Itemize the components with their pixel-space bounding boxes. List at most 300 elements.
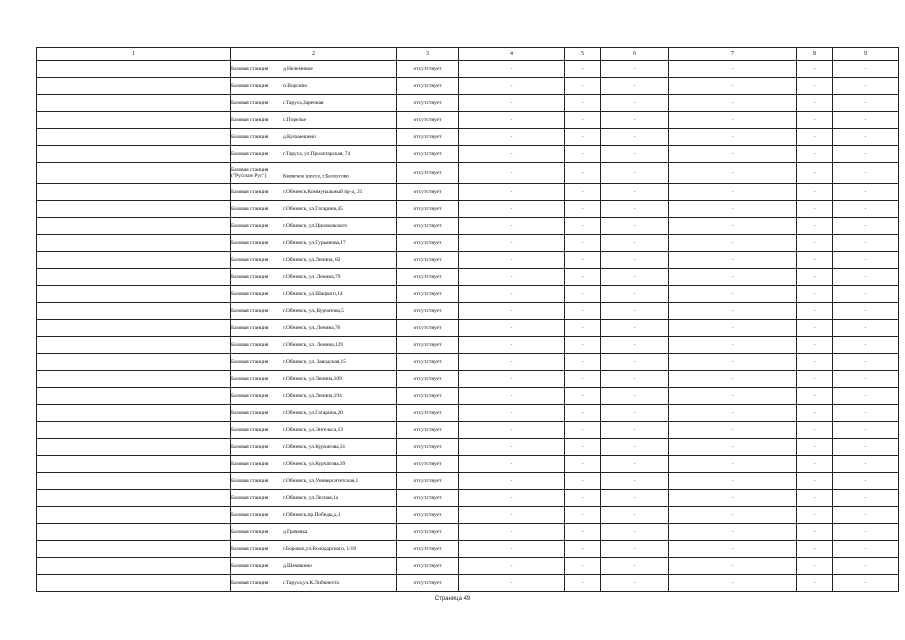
dash-cell-col-5: -: [565, 575, 601, 592]
object-cell: [231, 337, 397, 354]
object-type: Базовая станция: [231, 100, 269, 106]
object-address: Киевское шоссе, г.Белоусово: [283, 173, 349, 179]
object-type: Базовая станция: [231, 512, 269, 518]
dash-cell-col-6: -: [601, 388, 669, 405]
dash-cell-col-5: -: [565, 184, 601, 201]
dash-cell-col-4: -: [459, 371, 565, 388]
status-cell: отсутствует: [397, 507, 459, 524]
dash-cell-col-8: -: [797, 269, 833, 286]
dash-cell-col-4: -: [459, 112, 565, 129]
dash-cell-col-8: -: [797, 473, 833, 490]
dash-cell-col-6: -: [601, 541, 669, 558]
object-cell: [231, 388, 397, 405]
dash-cell-col-5: -: [565, 303, 601, 320]
object-type: Базовая станция: [231, 274, 269, 280]
dash-cell-col-8: -: [797, 507, 833, 524]
dash-cell-col-4: -: [459, 456, 565, 473]
object-type: Базовая станция: [231, 257, 269, 263]
table-row: [37, 541, 899, 558]
status-cell: отсутствует: [397, 201, 459, 218]
dash-cell-col-8: -: [797, 320, 833, 337]
table-row: [37, 303, 899, 320]
object-cell: [231, 129, 397, 146]
dash-cell-col-9: -: [833, 303, 899, 320]
object-cell: [231, 252, 397, 269]
dash-cell-col-9: -: [833, 558, 899, 575]
dash-cell-col-5: -: [565, 269, 601, 286]
object-address: г.Боровск,ул.Володарского, 1/18: [283, 546, 356, 552]
object-address: д.Грачевка: [283, 529, 308, 535]
object-cell: [231, 61, 397, 78]
table-row: [37, 218, 899, 235]
row-number-cell: [37, 78, 231, 95]
dash-cell-col-5: -: [565, 286, 601, 303]
dash-cell-col-9: -: [833, 201, 899, 218]
object-address: г.Обнинск, ул.Университетская,1: [283, 478, 359, 484]
object-address: г.Обнинск, ул.Лесная,1а: [283, 495, 338, 501]
status-cell: отсутствует: [397, 235, 459, 252]
dash-cell-col-9: -: [833, 456, 899, 473]
dash-cell-col-5: -: [565, 558, 601, 575]
dash-cell-col-6: -: [601, 405, 669, 422]
dash-cell-col-8: -: [797, 163, 833, 184]
object-cell: [231, 320, 397, 337]
object-type: Базовая станция: [231, 376, 269, 382]
dash-cell-col-5: -: [565, 405, 601, 422]
status-cell: отсутствует: [397, 78, 459, 95]
row-number-cell: [37, 320, 231, 337]
object-type: Базовая станция: [231, 529, 269, 535]
object-cell: [231, 473, 397, 490]
object-cell: [231, 371, 397, 388]
dash-cell-col-9: -: [833, 405, 899, 422]
row-number-cell: [37, 439, 231, 456]
dash-cell-col-8: -: [797, 558, 833, 575]
status-cell: отсутствует: [397, 320, 459, 337]
dash-cell-col-7: -: [669, 286, 797, 303]
object-address: г.Таруса,Заречная: [283, 100, 324, 106]
row-number-cell: [37, 303, 231, 320]
column-header-6: 6: [601, 48, 669, 61]
table-row: [37, 575, 899, 592]
table-row: [37, 388, 899, 405]
object-address: г.Обнинск, ул.Ленина,194: [283, 393, 342, 399]
dash-cell-col-8: -: [797, 354, 833, 371]
dash-cell-col-7: -: [669, 95, 797, 112]
dash-cell-col-5: -: [565, 456, 601, 473]
table-row: [37, 422, 899, 439]
dash-cell-col-6: -: [601, 61, 669, 78]
dash-cell-col-7: -: [669, 422, 797, 439]
dash-cell-col-4: -: [459, 95, 565, 112]
dash-cell-col-6: -: [601, 507, 669, 524]
dash-cell-col-4: -: [459, 473, 565, 490]
object-address: г.Обнинск, ул. Заводская,15: [283, 359, 346, 365]
dash-cell-col-4: -: [459, 78, 565, 95]
dash-cell-col-5: -: [565, 252, 601, 269]
dash-cell-col-9: -: [833, 371, 899, 388]
status-cell: отсутствует: [397, 439, 459, 456]
dash-cell-col-7: -: [669, 405, 797, 422]
dash-cell-col-9: -: [833, 129, 899, 146]
column-header-1: 1: [37, 48, 231, 61]
dash-cell-col-4: -: [459, 303, 565, 320]
status-cell: отсутствует: [397, 575, 459, 592]
object-type: Базовая станция: [231, 308, 269, 314]
dash-cell-col-6: -: [601, 201, 669, 218]
dash-cell-col-6: -: [601, 473, 669, 490]
object-address: г.Обнинск, ул.Курчатова,39: [283, 461, 346, 467]
dash-cell-col-6: -: [601, 303, 669, 320]
column-header-2: 2: [231, 48, 397, 61]
object-address: г.Таруса,ул.К.Либкнехта: [283, 580, 339, 586]
object-address: г.Обнинск, ул.Курчатова,31: [283, 444, 346, 450]
dash-cell-col-7: -: [669, 235, 797, 252]
dash-cell-col-9: -: [833, 112, 899, 129]
status-cell: отсутствует: [397, 269, 459, 286]
dash-cell-col-4: -: [459, 422, 565, 439]
row-number-cell: [37, 112, 231, 129]
row-number-cell: [37, 201, 231, 218]
object-address: г.Обнинск, ул.,Курчатова,5: [283, 308, 344, 314]
row-number-cell: [37, 507, 231, 524]
dash-cell-col-9: -: [833, 78, 899, 95]
row-number-cell: [37, 456, 231, 473]
object-type: Базовая станция: [231, 151, 269, 157]
object-type: Базовая станция: [231, 291, 269, 297]
object-type: Базовая станция: [231, 206, 269, 212]
table-row: [37, 95, 899, 112]
dash-cell-col-9: -: [833, 439, 899, 456]
dash-cell-col-8: -: [797, 184, 833, 201]
status-cell: отсутствует: [397, 422, 459, 439]
dash-cell-col-4: -: [459, 163, 565, 184]
dash-cell-col-4: -: [459, 337, 565, 354]
dash-cell-col-4: -: [459, 218, 565, 235]
row-number-cell: [37, 422, 231, 439]
status-cell: отсутствует: [397, 558, 459, 575]
dash-cell-col-6: -: [601, 354, 669, 371]
dash-cell-col-9: -: [833, 184, 899, 201]
dash-cell-col-6: -: [601, 439, 669, 456]
row-number-cell: [37, 269, 231, 286]
table-row: [37, 320, 899, 337]
dash-cell-col-5: -: [565, 507, 601, 524]
dash-cell-col-8: -: [797, 218, 833, 235]
dash-cell-col-8: -: [797, 541, 833, 558]
object-address: г.Обнинск, ул.Циолковского: [283, 223, 348, 229]
object-type: Базовая станция: [231, 117, 269, 123]
dash-cell-col-4: -: [459, 61, 565, 78]
status-cell: отсутствует: [397, 146, 459, 163]
dash-cell-col-9: -: [833, 388, 899, 405]
object-cell: [231, 95, 397, 112]
dash-cell-col-4: -: [459, 405, 565, 422]
column-header-4: 4: [459, 48, 565, 61]
dash-cell-col-7: -: [669, 456, 797, 473]
status-cell: отсутствует: [397, 129, 459, 146]
table-row: [37, 354, 899, 371]
dash-cell-col-7: -: [669, 78, 797, 95]
dash-cell-col-9: -: [833, 507, 899, 524]
status-cell: отсутствует: [397, 61, 459, 78]
dash-cell-col-4: -: [459, 146, 565, 163]
dash-cell-col-6: -: [601, 320, 669, 337]
dash-cell-col-9: -: [833, 235, 899, 252]
object-cell: [231, 354, 397, 371]
dash-cell-col-7: -: [669, 541, 797, 558]
dash-cell-col-9: -: [833, 354, 899, 371]
object-cell: [231, 575, 397, 592]
dash-cell-col-7: -: [669, 163, 797, 184]
status-cell: отсутствует: [397, 354, 459, 371]
dash-cell-col-6: -: [601, 112, 669, 129]
dash-cell-col-8: -: [797, 201, 833, 218]
dash-cell-col-9: -: [833, 490, 899, 507]
object-address: г.Обнинск,Коммунальный пр-д, 21: [283, 189, 363, 195]
object-type: Базовая станция: [231, 410, 269, 416]
row-number-cell: [37, 129, 231, 146]
dash-cell-col-8: -: [797, 371, 833, 388]
dash-cell-col-8: -: [797, 439, 833, 456]
row-number-cell: [37, 558, 231, 575]
object-cell: [231, 201, 397, 218]
dash-cell-col-6: -: [601, 558, 669, 575]
status-cell: отсутствует: [397, 490, 459, 507]
dash-cell-col-6: -: [601, 422, 669, 439]
table-row: [37, 558, 899, 575]
row-number-cell: [37, 95, 231, 112]
object-type: Базовая станция: [231, 461, 269, 467]
dash-cell-col-7: -: [669, 112, 797, 129]
object-address: г.Обнинск, ул.,Ленина,76: [283, 325, 341, 331]
table-row: [37, 146, 899, 163]
object-cell: [231, 235, 397, 252]
dash-cell-col-4: -: [459, 235, 565, 252]
object-cell: [231, 218, 397, 235]
dash-cell-col-7: -: [669, 252, 797, 269]
dash-cell-col-9: -: [833, 163, 899, 184]
object-address: г.Обнинск,пр.Победы,д.1: [283, 512, 341, 518]
object-type: Базовая станция: [231, 189, 269, 195]
status-cell: отсутствует: [397, 218, 459, 235]
status-cell: отсутствует: [397, 524, 459, 541]
object-address: г.Обнинск, ул. Ленина,79: [283, 274, 341, 280]
table-row: [37, 61, 899, 78]
dash-cell-col-7: -: [669, 146, 797, 163]
object-cell: [231, 507, 397, 524]
row-number-cell: [37, 371, 231, 388]
object-type: Базовая станция: [231, 325, 269, 331]
dash-cell-col-7: -: [669, 354, 797, 371]
dash-cell-col-6: -: [601, 575, 669, 592]
object-type: Базовая станция: [231, 563, 269, 569]
dash-cell-col-9: -: [833, 337, 899, 354]
status-cell: отсутствует: [397, 184, 459, 201]
table-row: [37, 201, 899, 218]
dash-cell-col-9: -: [833, 286, 899, 303]
dash-cell-col-9: -: [833, 541, 899, 558]
object-cell: [231, 146, 397, 163]
dash-cell-col-5: -: [565, 524, 601, 541]
dash-cell-col-6: -: [601, 524, 669, 541]
status-cell: отсутствует: [397, 303, 459, 320]
object-address: г.Обнинск, ул.Шацкого,14: [283, 291, 343, 297]
dash-cell-col-6: -: [601, 269, 669, 286]
row-number-cell: [37, 388, 231, 405]
dash-cell-col-7: -: [669, 524, 797, 541]
dash-cell-col-9: -: [833, 95, 899, 112]
dash-cell-col-6: -: [601, 78, 669, 95]
dash-cell-col-4: -: [459, 575, 565, 592]
dash-cell-col-4: -: [459, 184, 565, 201]
object-cell: [231, 184, 397, 201]
dash-cell-col-4: -: [459, 490, 565, 507]
object-cell: [231, 422, 397, 439]
dash-cell-col-6: -: [601, 146, 669, 163]
dash-cell-col-5: -: [565, 146, 601, 163]
object-address: д.Кульмешено: [283, 134, 316, 140]
table-row: [37, 405, 899, 422]
dash-cell-col-8: -: [797, 575, 833, 592]
status-cell: отсутствует: [397, 112, 459, 129]
table-row: [37, 337, 899, 354]
dash-cell-col-5: -: [565, 490, 601, 507]
dash-cell-col-8: -: [797, 524, 833, 541]
table-row: [37, 439, 899, 456]
dash-cell-col-7: -: [669, 337, 797, 354]
dash-cell-col-4: -: [459, 129, 565, 146]
row-number-cell: [37, 337, 231, 354]
row-number-cell: [37, 146, 231, 163]
dash-cell-col-5: -: [565, 112, 601, 129]
dash-cell-col-8: -: [797, 78, 833, 95]
row-number-cell: [37, 218, 231, 235]
object-type: Базовая станция: [231, 134, 269, 140]
table-row: [37, 286, 899, 303]
row-number-cell: [37, 405, 231, 422]
dash-cell-col-8: -: [797, 61, 833, 78]
object-cell: [231, 286, 397, 303]
status-cell: отсутствует: [397, 95, 459, 112]
dash-cell-col-7: -: [669, 129, 797, 146]
dash-cell-col-7: -: [669, 201, 797, 218]
object-cell: [231, 490, 397, 507]
dash-cell-col-4: -: [459, 269, 565, 286]
dash-cell-col-7: -: [669, 558, 797, 575]
object-address: д.Нелемнное: [283, 66, 313, 72]
status-cell: отсутствует: [397, 371, 459, 388]
table-row: [37, 184, 899, 201]
table-row: [37, 269, 899, 286]
dash-cell-col-5: -: [565, 61, 601, 78]
dash-cell-col-5: -: [565, 95, 601, 112]
object-type: Базовая станция: [231, 478, 269, 484]
dash-cell-col-5: -: [565, 439, 601, 456]
table-row: [37, 112, 899, 129]
table-row: [37, 78, 899, 95]
row-number-cell: [37, 252, 231, 269]
object-address: г.Обнинск, ул.Ленина, 82: [283, 257, 341, 263]
header-row: [37, 48, 899, 61]
dash-cell-col-9: -: [833, 524, 899, 541]
dash-cell-col-6: -: [601, 490, 669, 507]
dash-cell-col-8: -: [797, 456, 833, 473]
dash-cell-col-4: -: [459, 354, 565, 371]
dash-cell-col-4: -: [459, 286, 565, 303]
dash-cell-col-6: -: [601, 95, 669, 112]
data-table: [36, 47, 899, 592]
object-cell: [231, 524, 397, 541]
object-type: Базовая станция: [231, 359, 269, 365]
object-address: г.Обнинск, ул. Ленина,129: [283, 342, 344, 348]
dash-cell-col-7: -: [669, 388, 797, 405]
dash-cell-col-8: -: [797, 303, 833, 320]
object-cell: [231, 439, 397, 456]
status-cell: отсутствует: [397, 388, 459, 405]
object-address: г.Обнинск, ул.Гагарина,20: [283, 410, 343, 416]
table-row: [37, 235, 899, 252]
status-cell: отсутствует: [397, 456, 459, 473]
dash-cell-col-8: -: [797, 235, 833, 252]
dash-cell-col-9: -: [833, 473, 899, 490]
status-cell: отсутствует: [397, 163, 459, 184]
table-row: [37, 252, 899, 269]
dash-cell-col-8: -: [797, 337, 833, 354]
dash-cell-col-8: -: [797, 112, 833, 129]
dash-cell-col-8: -: [797, 422, 833, 439]
dash-cell-col-7: -: [669, 303, 797, 320]
object-type: Базовая станция ("Русское Рус"): [231, 166, 269, 179]
object-cell: [231, 558, 397, 575]
dash-cell-col-8: -: [797, 490, 833, 507]
dash-cell-col-4: -: [459, 439, 565, 456]
object-address: г.Таруса, ул.Пролетарская, 74: [283, 151, 351, 157]
object-cell: [231, 269, 397, 286]
object-type: Базовая станция: [231, 427, 269, 433]
table-row: [37, 163, 899, 184]
row-number-cell: [37, 163, 231, 184]
column-header-8: 8: [797, 48, 833, 61]
object-type: Базовая станция: [231, 83, 269, 89]
dash-cell-col-8: -: [797, 129, 833, 146]
status-cell: отсутствует: [397, 337, 459, 354]
dash-cell-col-7: -: [669, 575, 797, 592]
dash-cell-col-7: -: [669, 269, 797, 286]
row-number-cell: [37, 184, 231, 201]
status-cell: отсутствует: [397, 473, 459, 490]
status-cell: отсутствует: [397, 286, 459, 303]
row-number-cell: [37, 575, 231, 592]
dash-cell-col-7: -: [669, 371, 797, 388]
dash-cell-col-4: -: [459, 541, 565, 558]
dash-cell-col-6: -: [601, 337, 669, 354]
dash-cell-col-6: -: [601, 163, 669, 184]
object-address: г.Обнинск, ул.Ленина,109: [283, 376, 342, 382]
object-address: г.Обнинск, ул.Энгельса,13: [283, 427, 343, 433]
row-number-cell: [37, 490, 231, 507]
dash-cell-col-6: -: [601, 129, 669, 146]
dash-cell-col-6: -: [601, 456, 669, 473]
dash-cell-col-6: -: [601, 184, 669, 201]
dash-cell-col-5: -: [565, 371, 601, 388]
row-number-cell: [37, 524, 231, 541]
dash-cell-col-7: -: [669, 218, 797, 235]
object-type: Базовая станция: [231, 495, 269, 501]
table-row: [37, 507, 899, 524]
object-type: Базовая станция: [231, 223, 269, 229]
object-type: Базовая станция: [231, 580, 269, 586]
